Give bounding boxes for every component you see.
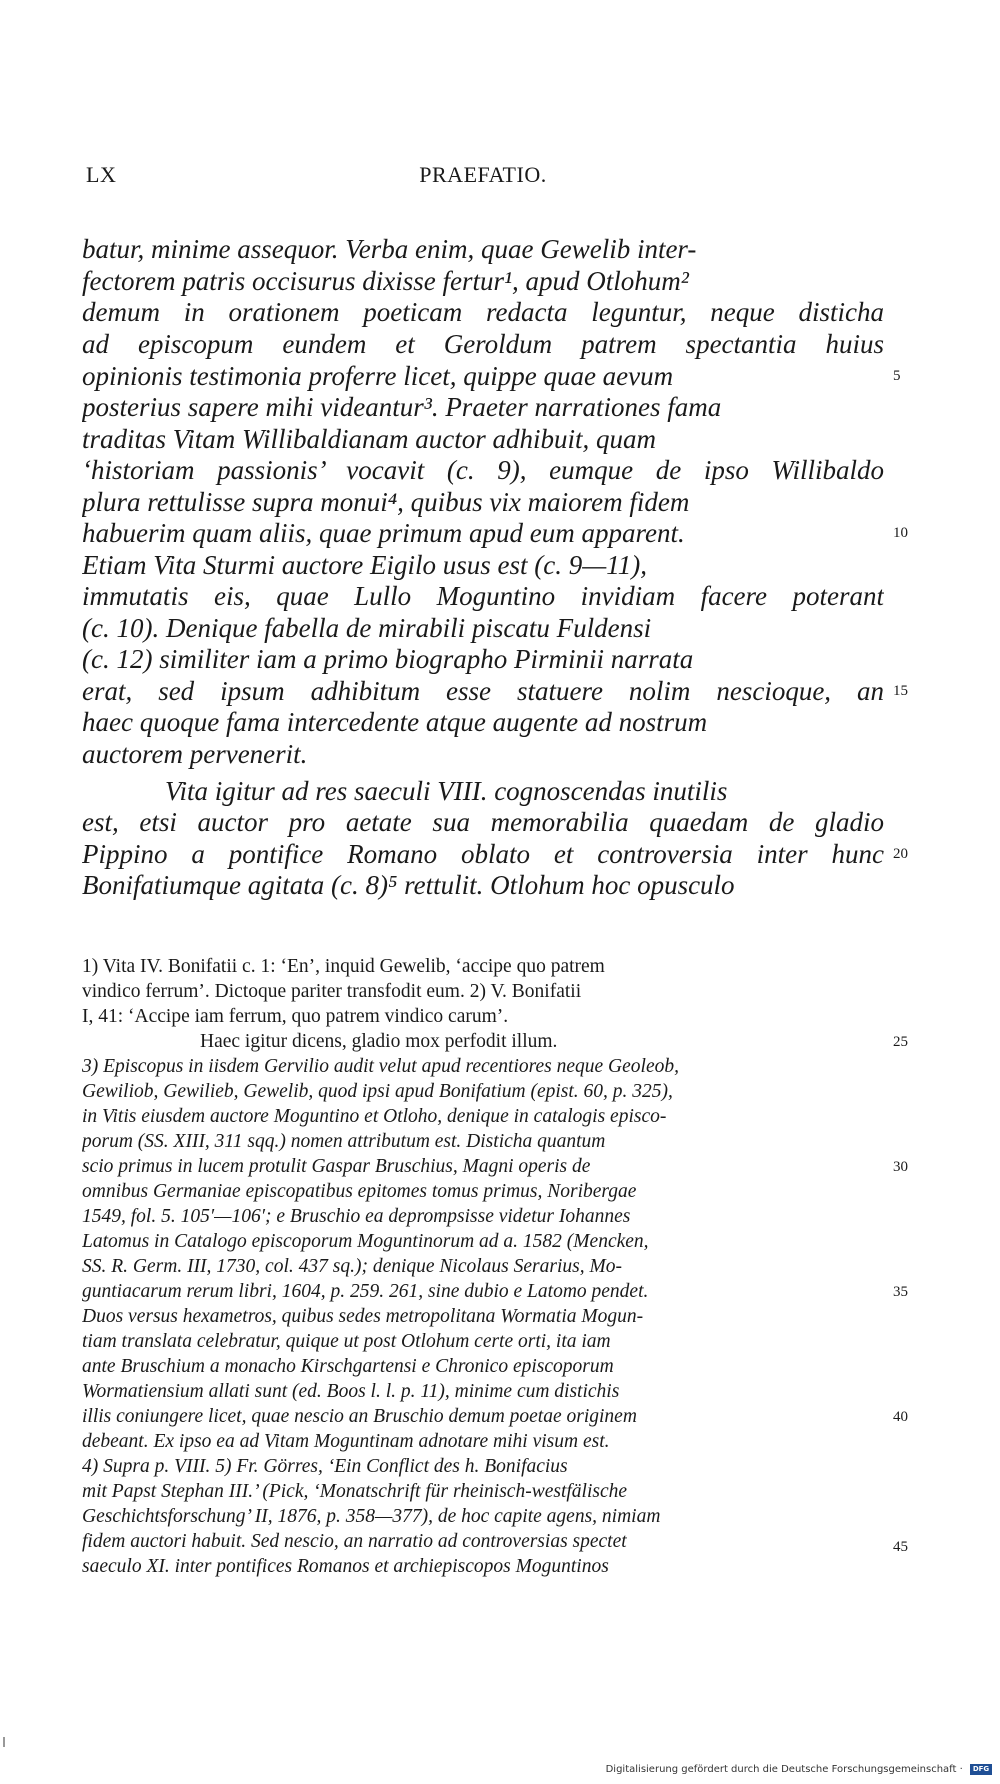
line-number: 10 [893,525,908,541]
line-number: 45 [893,1539,908,1555]
footnote-line: tiam translata celebratur, quique ut post Otlohum certe orti, ita iam [82,1331,611,1352]
dfg-logo-icon: DFG [970,1764,992,1775]
body-line: auctorem pervenerit. [82,739,308,769]
footnote-line: Geschichtsforschung’ II, 1876, p. 358—377), de hoc capite agens, nimiam [82,1506,661,1527]
line-number: 5 [893,368,901,384]
footnote-line: I, 41: ‘Accipe iam ferrum, quo patrem vindico carum’. [82,1006,509,1027]
page-folio: LX [86,162,117,187]
body-line: erat, sed ipsum adhibitum esse statuere nolim nescioque, an [82,676,884,706]
body-line: opinionis testimonia proferre licet, quippe quae aevum [82,361,674,391]
footnote-line: Wormatiensium allati sunt (ed. Boos l. l. p. 11), minime cum distichis [82,1381,620,1402]
footnote-line: guntiacarum rerum libri, 1604, p. 259. 261, sine dubio e Latomo pendet. [82,1281,649,1302]
credit-text: Digitalisierung gefördert durch die Deutsche Forschungsgemeinschaft · [605,1764,963,1775]
footnote-line: mit Papst Stephan III.’ (Pick, ‘Monatschrift für rheinisch-westfälische [82,1481,628,1502]
body-line: habuerim quam aliis, quae primum apud eum apparent. [82,518,685,548]
body-line: est, etsi auctor pro aetate sua memorabilia quaedam de gladio [82,807,884,837]
body-line: batur, minime assequor. Verba enim, quae Gewelib inter- [82,234,697,264]
line-number: 25 [893,1034,908,1050]
body-line: plura rettulisse supra monui⁴, quibus vix maiorem fidem [82,487,690,517]
line-number: 15 [893,683,908,699]
footnote-line: 1) Vita IV. Bonifatii c. 1: ‘En’, inquid Gewelib, ‘accipe quo patrem [82,956,605,977]
body-line: ‘historiam passionis’ vocavit (c. 9), eumque de ipso Willibaldo [82,455,884,485]
body-line: (c. 10). Denique fabella de mirabili piscatu Fuldensi [82,613,652,643]
footnote-line: in Vitis eiusdem auctore Moguntino et Otloho, denique in catalogis episco- [82,1106,667,1127]
footnote-line: saeculo XI. inter pontifices Romanos et archiepiscopos Moguntinos [82,1556,609,1577]
line-number: 40 [893,1409,908,1425]
body-line: Bonifatiumque agitata (c. 8)⁵ rettulit. Otlohum hoc opusculo [82,870,735,900]
footnote-line: 4) Supra p. VIII. 5) Fr. Görres, ‘Ein Conflict des h. Bonifacius [82,1456,568,1477]
footnote-line: Gewiliob, Gewilieb, Gewelib, quod ipsi apud Bonifatium (epist. 60, p. 325), [82,1081,673,1102]
footnote-line: Latomus in Catalogo episcoporum Moguntinorum ad a. 1582 (Mencken, [82,1231,649,1252]
line-number: 20 [893,846,908,862]
footnote-line: 1549, fol. 5. 105′—106′; e Bruschio ea deprompsisse videtur Iohannes [82,1206,631,1227]
footnote-line: Duos versus hexametros, quibus sedes metropolitana Wormatia Mogun- [82,1306,644,1327]
digitization-credit [606,1762,992,1778]
footnote-line: 3) Episcopus in iisdem Gervilio audit velut apud recentiores neque Geoleob, [82,1056,679,1077]
line-number: 35 [893,1284,908,1300]
footnote-line: omnibus Germaniae episcopatibus epitomes tomus primus, Noribergae [82,1181,637,1202]
footnote-line: illis coniungere licet, quae nescio an Bruschio demum poetae originem [82,1406,637,1427]
running-head [86,162,880,196]
body-line: demum in orationem poeticam redacta leguntur, neque disticha [82,297,884,327]
body-line: haec quoque fama intercedente atque augente ad nostrum [82,707,708,737]
footnote-line: ante Bruschium a monacho Kirschgartensi e Chronico episcoporum [82,1356,614,1377]
footnote-line: debeant. Ex ipso ea ad Vitam Moguntinam adnotare mihi visum est. [82,1431,610,1452]
body-line: posterius sapere mihi videantur³. Praeter narrationes fama [82,392,722,422]
footnote-line: fidem auctori habuit. Sed nescio, an narratio ad controversias spectet [82,1531,627,1552]
footnote-line: porum (SS. XIII, 311 sqq.) nomen attributum est. Disticha quantum [82,1131,606,1152]
footnote-line: SS. R. Germ. III, 1730, col. 437 sq.); denique Nicolaus Serarius, Mo- [82,1256,622,1277]
footnote-line: scio primus in lucem protulit Gaspar Bruschius, Magni operis de [82,1156,591,1177]
body-line: Pippino a pontifice Romano oblato et controversia inter hunc [82,839,884,869]
body-line: ad episcopum eundem et Geroldum patrem spectantia huius [82,329,884,359]
line-number: 30 [893,1159,908,1175]
body-line: traditas Vitam Willibaldianam auctor adhibuit, quam [82,424,657,454]
body-line: Etiam Vita Sturmi auctore Eigilo usus est (c. 9—11), [82,550,647,580]
footnote-line: Haec igitur dicens, gladio mox perfodit illum. [200,1031,558,1052]
body-line: fectorem patris occisurus dixisse fertur¹, apud Otlohum² [82,266,689,296]
body-line: (c. 12) similiter iam a primo biographo Pirminii narrata [82,644,694,674]
page-title: PRAEFATIO. [419,162,547,187]
scan-edge-mark [3,1737,5,1747]
body-line: immutatis eis, quae Lullo Moguntino invidiam facere poterant [82,581,884,611]
body-line: Vita igitur ad res saeculi VIII. cognoscendas inutilis [165,776,728,806]
footnote-line: vindico ferrum’. Dictoque pariter transfodit eum. 2) V. Bonifatii [82,981,582,1002]
